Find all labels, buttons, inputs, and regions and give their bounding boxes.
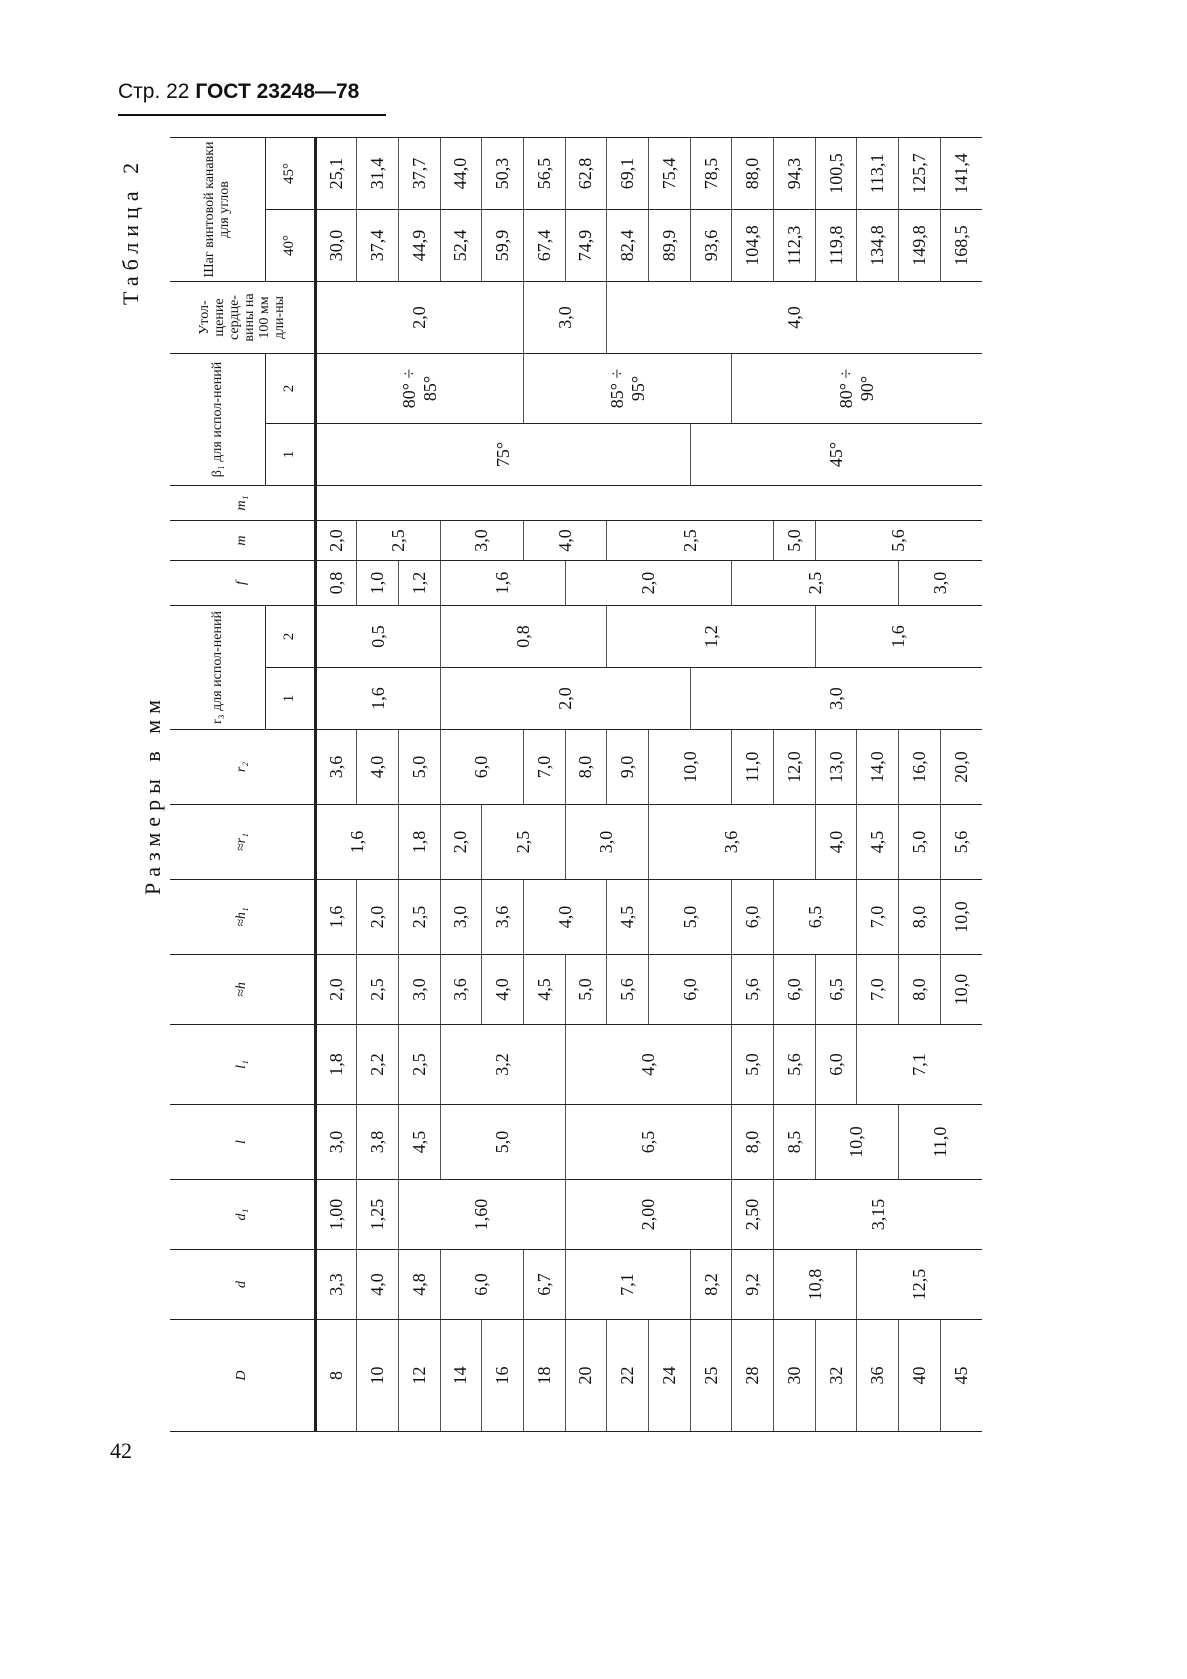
page-label: Стр. 22 [118, 80, 190, 103]
table-cell: 113,1 [857, 138, 899, 210]
table-cell: 37,7 [398, 138, 440, 210]
table-cell: 7,1 [565, 1250, 690, 1320]
table-cell: 3,0 [440, 880, 482, 955]
table-cell: 4,0 [357, 730, 399, 805]
table-cell: 134,8 [857, 210, 899, 282]
table-cell: 80° ÷ 90° [732, 354, 982, 424]
table-cell: 44,0 [440, 138, 482, 210]
table-cell: 10,0 [940, 880, 982, 955]
table-cell: 8,0 [899, 880, 941, 955]
table-cell: 1,6 [815, 606, 982, 668]
table-cell: 2,5 [482, 805, 565, 880]
col-r1: ≈r₁ [170, 805, 315, 880]
table-title: Таблица 2 [118, 156, 143, 305]
table-cell: 3,0 [899, 561, 982, 606]
page-header [118, 80, 359, 104]
table-cell: 88,0 [732, 138, 774, 210]
table-cell: 4,5 [523, 955, 565, 1025]
table-cell: 1,25 [357, 1180, 399, 1250]
table-cell: 62,8 [565, 138, 607, 210]
table-cell: 3,6 [649, 805, 816, 880]
col-group-beta1: β₁ для испол-нений [170, 354, 265, 486]
table-cell: 4,8 [398, 1250, 440, 1320]
table-cell: 100,5 [815, 138, 857, 210]
table-cell: 10,8 [774, 1250, 857, 1320]
table-cell: 2,5 [398, 1025, 440, 1105]
table-cell: 3,0 [565, 805, 648, 880]
table-cell: 67,4 [523, 210, 565, 282]
table-cell: 2,2 [357, 1025, 399, 1105]
table-cell: 104,8 [732, 210, 774, 282]
row-header-D: 14 [440, 1320, 482, 1432]
standard-number: ГОСТ 23248—78 [195, 80, 360, 103]
table-cell: 2,5 [357, 955, 399, 1025]
table-cell: 45° [690, 424, 982, 486]
table-cell: 4,0 [523, 521, 606, 561]
table-cell: 3,6 [482, 880, 524, 955]
table-cell: 2,0 [440, 805, 482, 880]
col-r2: r₂ [170, 730, 315, 805]
table-cell: 82,4 [607, 210, 649, 282]
table-cell: 6,0 [815, 1025, 857, 1105]
table-cell: 2,00 [565, 1180, 732, 1250]
table-row [315, 138, 357, 1432]
table-cell: 7,1 [857, 1025, 982, 1105]
table-cell: 12,5 [857, 1250, 982, 1320]
row-header-D: 25 [690, 1320, 732, 1432]
table-cell: 2,0 [315, 282, 523, 354]
table-cell: 75,4 [649, 138, 691, 210]
table-cell: 168,5 [940, 210, 982, 282]
table-cell: 8,5 [774, 1105, 816, 1180]
table-cell: 8,0 [899, 955, 941, 1025]
row-header-D: 8 [315, 1320, 357, 1432]
header-rule [118, 114, 386, 116]
table-cell: 6,5 [815, 955, 857, 1025]
table-cell: 6,5 [565, 1105, 732, 1180]
table-cell: 2,5 [732, 561, 899, 606]
table-cell: 20,0 [940, 730, 982, 805]
table-cell: 1,8 [398, 805, 440, 880]
table-cell: 4,5 [857, 805, 899, 880]
table-cell: 59,9 [482, 210, 524, 282]
table-cell: 8,0 [565, 730, 607, 805]
table-cell: 7,0 [523, 730, 565, 805]
table-cell: 16,0 [899, 730, 941, 805]
col-pitch-45: 45° [265, 138, 315, 210]
table-cell: 4,0 [357, 1250, 399, 1320]
table-cell: 6,0 [440, 730, 523, 805]
table-cell: 2,0 [315, 955, 357, 1025]
table-cell: 37,4 [357, 210, 399, 282]
row-header-D: 32 [815, 1320, 857, 1432]
table-cell: 2,5 [357, 521, 440, 561]
table-cell: 56,5 [523, 138, 565, 210]
col-h: ≈h [170, 955, 315, 1025]
table-cell: 3,0 [523, 282, 606, 354]
table-cell: 10,0 [649, 730, 732, 805]
table-cell: 3,2 [440, 1025, 565, 1105]
table-cell: 13,0 [815, 730, 857, 805]
table-cell: 6,0 [774, 955, 816, 1025]
table-cell: 2,0 [315, 521, 357, 561]
table-cell: 6,0 [732, 880, 774, 955]
table-cell: 5,0 [774, 521, 816, 561]
col-l1: l₁ [170, 1025, 315, 1105]
col-f: f [170, 561, 315, 606]
table-cell: 5,0 [440, 1105, 565, 1180]
col-h1: ≈h₁ [170, 880, 315, 955]
page-number: 42 [110, 1438, 132, 1463]
row-header-D: 12 [398, 1320, 440, 1432]
table-cell: 2,0 [565, 561, 732, 606]
col-m1: m₁ [170, 486, 315, 521]
table-cell: 2,0 [357, 880, 399, 955]
table-cell: 7,0 [857, 955, 899, 1025]
table-cell: 3,3 [315, 1250, 357, 1320]
table-cell: 112,3 [774, 210, 816, 282]
col-pitch-40: 40° [265, 210, 315, 282]
table-cell: 4,0 [565, 1025, 732, 1105]
table-cell: 75° [315, 424, 690, 486]
table-cell: 44,9 [398, 210, 440, 282]
table-cell: 4,0 [815, 805, 857, 880]
table-cell: 2,5 [398, 880, 440, 955]
table-cell: 0,5 [315, 606, 440, 668]
table-cell: 5,6 [732, 955, 774, 1025]
table-cell: 7,0 [857, 880, 899, 955]
col-m: m [170, 521, 315, 561]
table-cell: 8,2 [690, 1250, 732, 1320]
col-r3-1: 1 [265, 668, 315, 730]
table-cell: 1,60 [398, 1180, 565, 1250]
row-header-D: 40 [899, 1320, 941, 1432]
table-cell: 149,8 [899, 210, 941, 282]
row-header-D: 45 [940, 1320, 982, 1432]
dimensions-table [170, 137, 982, 1432]
table-cell: 3,0 [398, 955, 440, 1025]
table-cell: 2,5 [607, 521, 774, 561]
col-group-pitch: Шаг винтовой канавки для углов [170, 138, 265, 282]
table-cell: 141,4 [940, 138, 982, 210]
table-cell: 1,6 [315, 805, 398, 880]
table-cell: 5,0 [732, 1025, 774, 1105]
table-cell: 1,00 [315, 1180, 357, 1250]
table-cell: 30,0 [315, 210, 357, 282]
table-cell: 6,7 [523, 1250, 565, 1320]
row-header-D: 30 [774, 1320, 816, 1432]
row-header-D: 18 [523, 1320, 565, 1432]
table-cell: 52,4 [440, 210, 482, 282]
col-thickening: Утол-щение сердце-вины на 100 мм дли-ны [170, 282, 315, 354]
table-cell: 31,4 [357, 138, 399, 210]
col-D: D [170, 1320, 315, 1432]
table-cell: 4,0 [523, 880, 606, 955]
table-cell: 78,5 [690, 138, 732, 210]
table-cell: 3,8 [357, 1105, 399, 1180]
table-cell: 11,0 [732, 730, 774, 805]
col-beta1-1: 1 [265, 424, 315, 486]
table-cell: 14,0 [857, 730, 899, 805]
row-header-D: 16 [482, 1320, 524, 1432]
table-cell: 6,5 [774, 880, 857, 955]
table-cell: 3,15 [774, 1180, 982, 1250]
table-cell: 50,3 [482, 138, 524, 210]
table-cell: 74,9 [565, 210, 607, 282]
table-cell: 5,6 [815, 521, 982, 561]
table-cell: 3,6 [315, 730, 357, 805]
table-cell: 5,6 [940, 805, 982, 880]
table-body [315, 138, 982, 1432]
table-cell: 3,0 [440, 521, 523, 561]
col-group-r3: r₃ для испол-нений [170, 606, 265, 730]
table-cell: 2,0 [440, 668, 690, 730]
table-cell: 4,5 [398, 1105, 440, 1180]
table-cell: 9,2 [732, 1250, 774, 1320]
table-cell: 5,0 [899, 805, 941, 880]
table-cell: 5,0 [649, 880, 732, 955]
table-cell: 4,5 [607, 880, 649, 955]
row-header-D: 22 [607, 1320, 649, 1432]
table-cell: 10,0 [815, 1105, 898, 1180]
col-r3-2: 2 [265, 606, 315, 668]
col-d: d [170, 1250, 315, 1320]
table-cell: 89,9 [649, 210, 691, 282]
table-cell: 9,0 [607, 730, 649, 805]
table-cell [315, 486, 982, 521]
table-cell: 80° ÷ 85° [315, 354, 523, 424]
table-cell: 5,6 [607, 955, 649, 1025]
table-cell: 25,1 [315, 138, 357, 210]
table-cell: 5,6 [774, 1025, 816, 1105]
table-cell: 1,2 [398, 561, 440, 606]
table-cell: 11,0 [899, 1105, 982, 1180]
row-header-D: 10 [357, 1320, 399, 1432]
table-cell: 119,8 [815, 210, 857, 282]
table-cell: 4,0 [482, 955, 524, 1025]
table-cell: 2,50 [732, 1180, 774, 1250]
col-l: l [170, 1105, 315, 1180]
table-cell: 1,8 [315, 1025, 357, 1105]
row-header-D: 28 [732, 1320, 774, 1432]
table-cell: 1,6 [315, 880, 357, 955]
row-header-D: 24 [649, 1320, 691, 1432]
table-cell: 6,0 [440, 1250, 523, 1320]
table-cell: 69,1 [607, 138, 649, 210]
table-cell: 94,3 [774, 138, 816, 210]
table-cell: 85° ÷ 95° [523, 354, 731, 424]
table-cell: 93,6 [690, 210, 732, 282]
table-cell: 0,8 [440, 606, 607, 668]
table-cell: 5,0 [565, 955, 607, 1025]
table-cell: 12,0 [774, 730, 816, 805]
dimensions-table-wrapper [170, 141, 982, 1432]
col-d1: d₁ [170, 1180, 315, 1250]
table-cell: 10,0 [940, 955, 982, 1025]
table-cell: 4,0 [607, 282, 982, 354]
table-cell: 8,0 [732, 1105, 774, 1180]
table-cell: 3,0 [315, 1105, 357, 1180]
units-caption: Размеры в мм [140, 693, 165, 895]
table-cell: 6,0 [649, 955, 732, 1025]
table-cell: 1,6 [315, 668, 440, 730]
table-cell: 1,0 [357, 561, 399, 606]
table-cell: 125,7 [899, 138, 941, 210]
table-cell: 1,6 [440, 561, 565, 606]
col-beta1-2: 2 [265, 354, 315, 424]
row-header-D: 20 [565, 1320, 607, 1432]
table-cell: 0,8 [315, 561, 357, 606]
row-header-D: 36 [857, 1320, 899, 1432]
table-cell: 5,0 [398, 730, 440, 805]
table-cell: 3,6 [440, 955, 482, 1025]
table-cell: 3,0 [690, 668, 982, 730]
table-cell: 1,2 [607, 606, 815, 668]
